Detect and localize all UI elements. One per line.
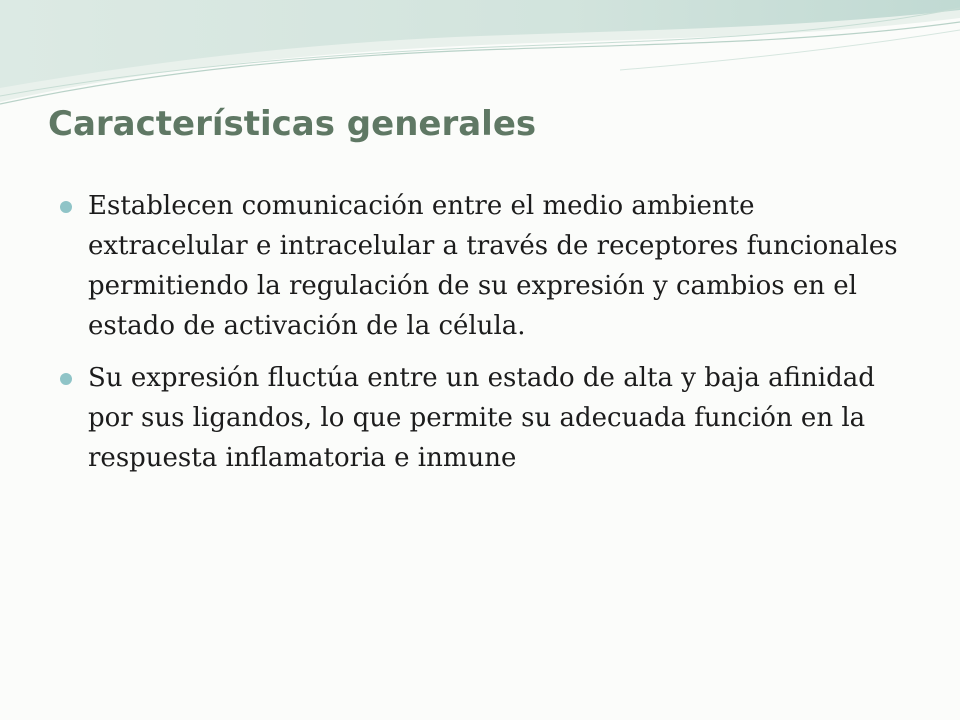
bullet-item <box>60 186 920 346</box>
bullet-dot-icon <box>60 201 72 213</box>
bullet-list <box>60 186 920 490</box>
bullet-text: Su expresión fluctúa entre un estado de alta y baja afinidad por sus ligandos, lo que permite su adecuada función en la respuesta inflamatoria e inmune <box>88 363 875 473</box>
bullet-text: Establecen comunicación entre el medio ambiente extracelular e intracelular a través de receptores funcionales permitiendo la regulación de su expresión y cambios en el estado de activación de la célula. <box>88 191 898 341</box>
header-wave-decoration <box>0 0 960 120</box>
bullet-dot-icon <box>60 373 72 385</box>
slide-title: Características generales <box>48 104 537 144</box>
bullet-item <box>60 358 920 478</box>
